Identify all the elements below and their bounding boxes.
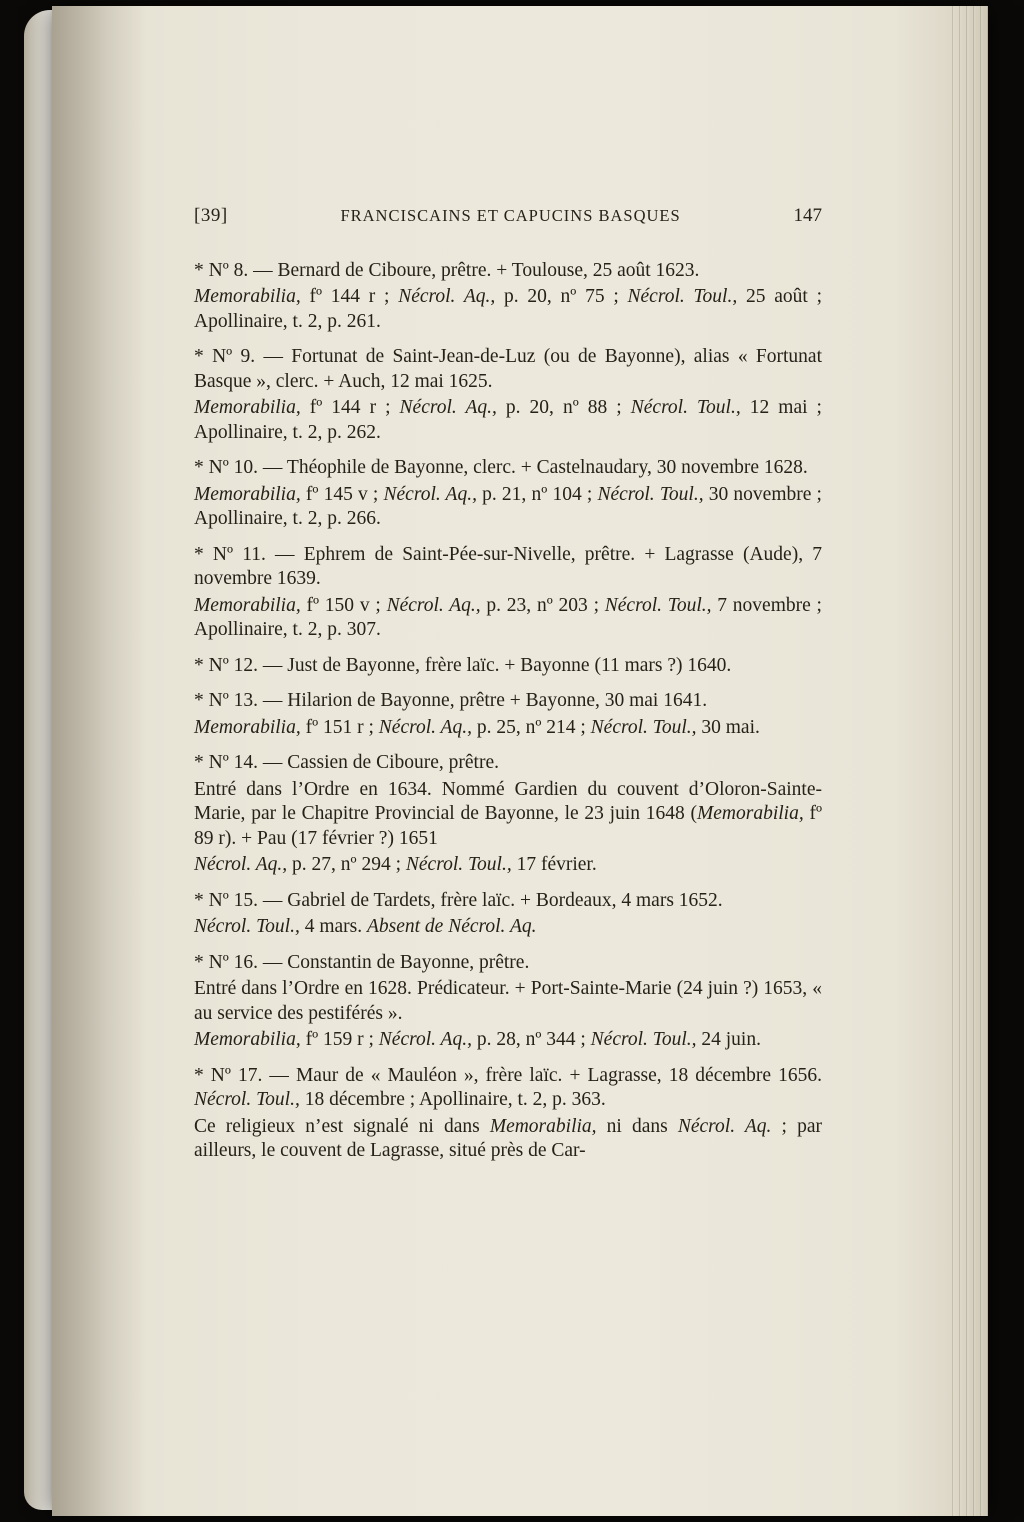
paragraph: Memorabilia, fº 150 v ; Nécrol. Aq., p. 23, nº 203 ; Nécrol. Toul., 7 novembre ; Apollinaire, t. 2, p. 307.	[194, 594, 822, 640]
paragraph: Entré dans l’Ordre en 1634. Nommé Gardien du couvent d’Oloron-Sainte-Marie, par le Chapitre Provincial de Bayonne, le 23 juin 1648 (Memorabilia, fº 89 r). + Pau (17 février ?) 1651	[194, 778, 822, 849]
paragraph: Memorabilia, fº 145 v ; Nécrol. Aq., p. 21, nº 104 ; Nécrol. Toul., 30 novembre ; Apollinaire, t. 2, p. 266.	[194, 483, 822, 529]
entry-no-14	[194, 751, 822, 878]
paragraph: * Nº 10. — Théophile de Bayonne, clerc. + Castelnaudary, 30 novembre 1628.	[194, 457, 808, 478]
paragraph: * Nº 11. — Ephrem de Saint-Pée-sur-Nivelle, prêtre. + Lagrasse (Aude), 7 novembre 1639.	[194, 543, 822, 589]
paragraph: Memorabilia, fº 159 r ; Nécrol. Aq., p. 28, nº 344 ; Nécrol. Toul., 24 juin.	[194, 1029, 761, 1050]
paragraph: * Nº 17. — Maur de « Mauléon », frère laïc. + Lagrasse, 18 décembre 1656. Nécrol. Toul., 18 décembre ; Apollinaire, t. 2, p. 363.	[194, 1064, 822, 1110]
entry-no-15	[194, 889, 822, 940]
entry-no-12	[194, 654, 822, 679]
entry-no-8	[194, 259, 822, 335]
entry-no-17	[194, 1064, 822, 1164]
entries	[194, 259, 822, 1164]
entry-no-9	[194, 345, 822, 445]
running-title: FRANCISCAINS ET CAPUCINS BASQUES	[340, 206, 681, 225]
paragraph: * Nº 9. — Fortunat de Saint-Jean-de-Luz (ou de Bayonne), alias « Fortunat Basque », clerc. + Auch, 12 mai 1625.	[194, 346, 822, 392]
paragraph: Entré dans l’Ordre en 1628. Prédicateur. + Port-Sainte-Marie (24 juin ?) 1653, « au service des pestiférés ».	[194, 978, 822, 1024]
fore-edge-page-stack	[952, 6, 988, 1516]
entry-no-16	[194, 951, 822, 1053]
paragraph: * Nº 14. — Cassien de Ciboure, prêtre.	[194, 752, 499, 773]
paragraph: * Nº 12. — Just de Bayonne, frère laïc. + Bayonne (11 mars ?) 1640.	[194, 654, 732, 676]
paragraph: * Nº 8. — Bernard de Ciboure, prêtre. + Toulouse, 25 août 1623.	[194, 259, 700, 281]
paragraph: Nécrol. Aq., p. 27, nº 294 ; Nécrol. Toul., 17 février.	[194, 854, 597, 875]
book-page	[52, 6, 988, 1516]
paragraph: Memorabilia, fº 151 r ; Nécrol. Aq., p. 25, nº 214 ; Nécrol. Toul., 30 mai.	[194, 716, 760, 738]
paragraph: Nécrol. Toul., 4 mars. Absent de Nécrol. Aq.	[194, 916, 537, 937]
entry-no-11	[194, 543, 822, 643]
paragraph: Memorabilia, fº 144 r ; Nécrol. Aq., p. 20, nº 88 ; Nécrol. Toul., 12 mai ; Apollinaire, t. 2, p. 262.	[194, 397, 822, 443]
paragraph: * Nº 15. — Gabriel de Tardets, frère laïc. + Bordeaux, 4 mars 1652.	[194, 889, 723, 911]
entry-no-13	[194, 689, 822, 740]
paragraph: Memorabilia, fº 144 r ; Nécrol. Aq., p. 20, nº 75 ; Nécrol. Toul., 25 août ; Apollinaire, t. 2, p. 261.	[194, 286, 822, 332]
entry-no-10	[194, 456, 822, 532]
page-number: 147	[793, 205, 822, 226]
paragraph: * Nº 13. — Hilarion de Bayonne, prêtre + Bayonne, 30 mai 1641.	[194, 690, 708, 711]
page-header	[194, 204, 822, 229]
paragraph: Ce religieux n’est signalé ni dans Memorabilia, ni dans Nécrol. Aq. ; par ailleurs, le couvent de Lagrasse, situé près de Car-	[194, 1115, 822, 1161]
section-marker: [39]	[194, 205, 228, 226]
paragraph: * Nº 16. — Constantin de Bayonne, prêtre.	[194, 951, 530, 973]
